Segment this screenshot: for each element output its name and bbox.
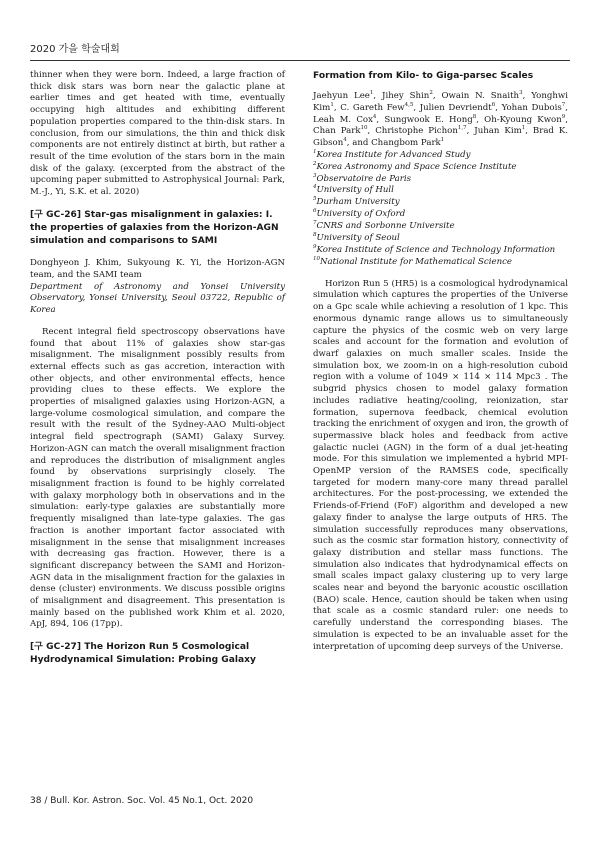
author-separator: , xyxy=(466,126,475,137)
affiliation-text: University of Hull xyxy=(316,185,394,196)
authors-gc26: Donghyeon J. Khim, Sukyoung K. Yi, the Horizon-AGN team, and the SAMI team xyxy=(30,258,285,281)
abstract-gc27: Horizon Run 5 (HR5) is a cosmological hydrodynamical simulation which captures the properties of the Universe on a Gpc scale while achieving a resolution of 1 kpc. This enormous dynamic range allows us to simultaneously capture the physics of the cosmic web on very large scales and account for the formation and evolution of dwarf galaxies on much smaller scales. Inside the simulation box, we zoom-in on a high-resolution cuboid region with a volume of 1049 × 114 × 114 Mpc3 . The subgrid physics chosen to model galaxy formation includes radiative heating/cooling, reionization, star formation, supernova feedback, chemical evolution tracking the enrichment of oxygen and iron, the growth of supermassive black holes and feedback from active galactic nuclei (AGN) in the form of a dual jet-heating mode. For this simulation we implemented a hybrid MPI-OpenMP version of the RAMSES code, specifically targeted for modern many-core many thread parallel architectures. For the post-processing, we extended the Friends-of-Friend (FoF) algorithm and developed a new galaxy finder to analyse the large outputs of HR5. The simulation successfully reproduces many observations, such as the cosmic star formation history, connectivity of galaxy distribution and stellar mass functions. The simulation also indicates that hydrodynamical effects on small scales impact galaxy clustering up to very large scales near and beyond the baryonic acoustic oscillation (BAO) scale. Hence, caution should be taken when using that scale as a cosmic standard ruler: one needs to carefully understand the corresponding biases. The simulation is expected to be an invaluable asset for the interpretation of upcoming deep surveys of the Universe. xyxy=(313,278,568,652)
affiliation-text: National Institute for Mathematical Science xyxy=(320,256,513,267)
author-name: Juhan Kim xyxy=(474,126,522,137)
author-name: Jihey Shin xyxy=(382,91,430,102)
section-title-gc27: [구 GC-27] The Horizon Run 5 Cosmological Hydrodynamical Simulation: Probing Galaxy xyxy=(30,642,256,666)
author-affiliation-mark: 10 xyxy=(360,125,368,132)
author-separator: , xyxy=(565,114,568,125)
author-name: Julien Devriendt xyxy=(419,102,492,113)
affiliation-text: University of Oxford xyxy=(316,209,406,220)
author-separator: , xyxy=(367,126,376,137)
author-name: Brad K. Gibson xyxy=(313,126,569,149)
affiliation-number: 10 xyxy=(313,256,320,263)
author-name: Changbom Park xyxy=(371,138,441,149)
affiliation-item xyxy=(313,221,568,233)
affiliation-item xyxy=(313,233,568,245)
affiliation-item xyxy=(313,185,568,197)
affiliation-number: 1 xyxy=(313,148,317,155)
affiliation-list xyxy=(313,150,568,269)
affiliation-item xyxy=(313,150,568,162)
author-name: Yonghwi Kim xyxy=(313,91,568,113)
affiliation-text: Korea Institute for Advanced Study xyxy=(316,149,471,160)
author-affiliation-mark: 1 xyxy=(521,125,526,132)
author-affiliation-mark: 1,7 xyxy=(457,125,467,132)
affiliation-number: 2 xyxy=(313,160,317,167)
author-separator: , xyxy=(413,102,420,113)
author-separator: , xyxy=(565,102,568,113)
author-name: Sungwook E. Hong xyxy=(384,114,473,125)
page-footer: 38 / Bull. Kor. Astron. Soc. Vol. 45 No.1, Oct. 2020 xyxy=(30,796,254,806)
affiliation-item xyxy=(313,174,568,186)
affiliation-number: 4 xyxy=(313,184,317,191)
author-separator: , xyxy=(376,114,385,125)
author-separator: , and xyxy=(346,138,372,149)
affiliation-number: 6 xyxy=(313,208,317,215)
affiliation-text: Durham University xyxy=(316,197,400,208)
author-affiliation-mark: 4 xyxy=(372,113,377,120)
author-affiliation-mark: 9 xyxy=(561,113,566,120)
right-column xyxy=(313,70,568,653)
author-name: Owain N. Snaith xyxy=(441,91,520,102)
continued-paragraph: thinner when they were born. Indeed, a large fraction of thick disk stars was born near the galactic plane at earlier times and get heated with time, eventually occupying high altitudes and exhibiting different population properties compared to the thin-disk stars. In conclusion, from our simulations, the thin and thick disk components are not entirely distinct at birth, but rather a result of the time evolution of the stars born in the main disk of the galaxy. (excerpted from the abstract of the upcoming paper submitted to Astrophysical Journal: Park, M.-J., Yi, S.K. et al. 2020) xyxy=(30,70,285,198)
author-separator: , xyxy=(525,126,533,137)
section-title-gc27-continued: Formation from Kilo- to Giga-parsec Scales xyxy=(313,71,534,81)
running-header: 2020 가을 학술대회 xyxy=(30,44,120,55)
affiliation-number: 5 xyxy=(313,196,317,203)
affiliation-number: 8 xyxy=(313,232,317,239)
author-name: Leah M. Cox xyxy=(313,114,373,125)
author-affiliation-mark: 1 xyxy=(330,102,334,109)
affiliation-text: University of Seoul xyxy=(316,233,400,244)
left-column xyxy=(30,70,285,668)
affiliation-number: 9 xyxy=(313,244,317,251)
author-separator: , xyxy=(373,91,383,102)
affiliation-item xyxy=(313,197,568,209)
affiliation-item xyxy=(313,162,568,174)
section-title-gc26: [구 GC-26] Star-gas misalignment in galaxies: I. the properties of galaxies from the Horizon-AGN simulation and comparisons to SAMI xyxy=(30,209,279,247)
author-affiliation-mark: 1 xyxy=(440,137,445,144)
author-affiliation-mark: 4,5 xyxy=(404,102,414,109)
author-name: Chan Park xyxy=(313,126,361,137)
author-name: Oh-Kyoung Kwon xyxy=(484,114,562,125)
author-name: Christophe Pichon xyxy=(375,126,458,137)
author-list xyxy=(313,91,568,150)
author-name: Yohan Dubois xyxy=(501,102,562,113)
author-affiliation-mark: 6 xyxy=(491,102,496,109)
affiliation-gc26: Department of Astronomy and Yonsei University Observatory, Yonsei University, Seoul 03722, Republic of Korea xyxy=(30,281,285,316)
affiliation-item xyxy=(313,209,568,221)
author-separator: , xyxy=(522,91,532,102)
author-affiliation-mark: 8 xyxy=(472,113,477,120)
author-separator: , xyxy=(476,114,485,125)
affiliation-text: Observatoire de Paris xyxy=(316,173,412,184)
affiliation-item xyxy=(313,257,568,269)
affiliation-text: CNRS and Sorbonne Universite xyxy=(316,221,455,232)
author-affiliation-mark: 2 xyxy=(429,90,433,97)
author-affiliation-mark: 3 xyxy=(519,90,523,97)
author-name: Jaehyun Lee xyxy=(313,91,370,102)
author-affiliation-mark: 1 xyxy=(369,90,374,97)
affiliation-item xyxy=(313,245,568,257)
author-affiliation-mark: 4 xyxy=(343,137,347,144)
author-separator: , xyxy=(495,102,502,113)
header-divider xyxy=(30,60,570,61)
author-affiliation-mark: 7 xyxy=(561,102,566,109)
author-separator: , xyxy=(432,91,442,102)
author-name: C. Gareth Few xyxy=(340,102,405,113)
affiliation-number: 7 xyxy=(313,220,317,227)
author-separator: , xyxy=(333,102,341,113)
abstract-gc26: Recent integral field spectroscopy observations have found that about 11% of galaxies show star-gas misalignment. The misalignment possibly results from external effects such as gas accretion, interaction with other objects, and other environmental effects, hence providing clues to these effects. We explore the properties of misaligned galaxies using Horizon-AGN, a large-volume cosmological simulation, and compare the result with the result of the Sydney-AAO Multi-object integral field spectrograph (SAMI) Galaxy Survey. Horizon-AGN can match the overall misalignment fraction and reproduces the distribution of misalignment angles found by observations surprisingly closely. The misalignment fraction is found to be highly correlated with galaxy morphology both in observations and in the simulation: early-type galaxies are substantially more frequently misaligned than late-type galaxies. The gas fraction is another important factor associated with misalignment in the sense that misalignment increases with decreasing gas fraction. However, there is a significant discrepancy between the SAMI and Horizon-AGN data in the misalignment fraction for the galaxies in dense (cluster) environments. We discuss possible origins of misalignment and disagreement. This presentation is mainly based on the published work Khim et al. 2020, ApJ, 894, 106 (17pp). xyxy=(30,326,285,630)
affiliation-text: Korea Institute of Science and Technology Information xyxy=(316,244,556,255)
affiliation-number: 3 xyxy=(313,172,317,179)
affiliation-text: Korea Astronomy and Space Science Institute xyxy=(316,161,517,172)
